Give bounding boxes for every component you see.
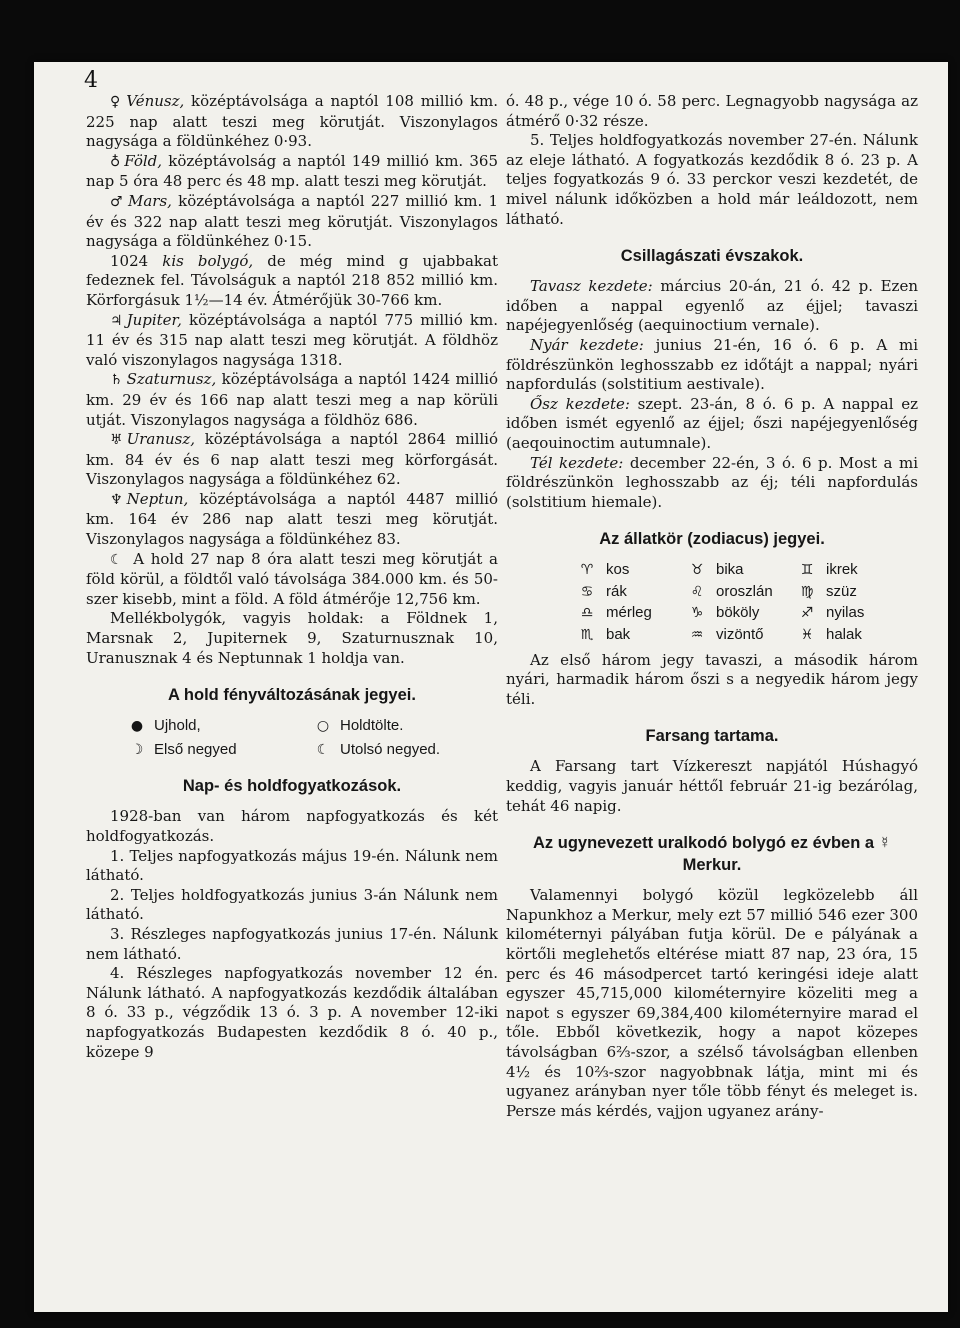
phase-item: ○ Holdtölte. [312,716,498,736]
full-moon-icon: ○ [316,718,330,735]
eclipse-item: 2. Teljes holdfogyatkozás junius 3-án Nálunk nem látható. [86,885,498,924]
zodiac-item: ♓ halak [796,625,906,645]
zodiac-item: ♍ szüz [796,582,906,602]
zodiac-item: ♌ oroszlán [686,582,796,602]
venus-paragraph: ♀ Vénusz, középtávolsága a naptól 108 millió km. 225 nap alatt teszi meg körutját. Viszonylagos nagysága a földünkéhez 0·93. [86,92,498,151]
aquarius-icon: ♒ [690,626,704,643]
minor-planets-paragraph: 1024 kis bolygó, de még mind g ujabbakat fedeznek fel. Távolságuk a naptól 218 852 millió km. Körforgásuk 1½—14 év. Átmérőjük 30-766 km. [86,251,498,309]
left-column [86,92,498,1062]
autumn-paragraph: Ősz kezdete: szept. 23-án, 8 ó. 6 p. A nappal ez időben ismét egyenlő az éjjel; őszi napéjegyenlőség (aeqouinoctim autumnale). [506,394,918,452]
eclipse-continuation: ó. 48 p., vége 10 ó. 58 perc. Legnagyobb nagysága az átmérő 0·32 része. [506,92,918,130]
eclipses-intro: 1928-ban van három napfogyatkozás és két holdfogyatkozás. [86,807,498,845]
eclipse-item: 1. Teljes napfogyatkozás május 19-én. Nálunk nem látható. [86,846,498,885]
ruling-planet-paragraph: Valamennyi bolygó közül legközelebb áll Napunkhoz a Merkur, mely ezt 57 millió 546 ezer 300 kilométernyi pályában futja körül. De e pályának a körtőli meglehetős eltérése miatt 87 nap, 23 óra, 15 perc és 46 másodpercet tartó keringési ideje alatt egyszer 45,715,000 kilométernyire közeliti meg a napot s egyszer 69,384,400 kilométernyire marad el tőle. Ebből következik, hogy a napot közepes távolságban 6⅔-szor, a szélső távolságban ellenben 4½ és 10⅔-szor nagyobbnak látja, mint mi és ugyanez arányban nyer tőle több fényt és meleget is. Persze más kérdés, vajjon ugyanez arány- [506,886,918,1120]
uranus-paragraph: ♅ Uranusz, középtávolsága a naptól 2864 millió km. 84 év és 6 nap alatt teszi meg körforgását. Viszonylagos nagysága a földünkéhez 62. [86,430,498,489]
zodiac-item: ♏ bak [576,625,686,645]
virgo-icon: ♍ [800,583,814,600]
zodiac-item: ♎ mérleg [576,603,686,623]
ruling-planet-heading: Az ugynevezett uralkodó bolygó ez évben a ☿ Merkur. [532,834,892,875]
eclipse-item: 3. Részleges napfogyatkozás junius 17-én. Nálunk nem látható. [86,924,498,963]
zodiac-item: ♐ nyilas [796,603,906,623]
eclipse-item: 4. Részleges napfogyatkozás november 12 én. Nálunk látható. A napfogyatkozás kezdődik általában 8 ó. 33 p., végződik 13 ó. 3 p. A november 12-iki napfogyatkozás Budapesten kezdődik 8 ó. 40 p., közepe 9 [86,964,498,1061]
earth-paragraph: ♁ Föld, középtávolság a naptól 149 millió km. 365 nap 5 óra 48 perc és 48 mp. alatt teszi meg körutját. [86,151,498,191]
moon-paragraph: ☾ A hold 27 nap 8 óra alatt teszi meg körutját a föld körül, a földtől való távolsága 384.000 km. és 50-szer kisebb, mint a föld. A föld átmérője 12,756 km. [86,549,498,608]
last-quarter-icon: ☾ [316,741,330,758]
carnival-heading: Farsang tartama. [645,727,779,746]
neptune-icon: ♆ [110,491,123,508]
new-moon-icon: ● [130,718,144,735]
libra-icon: ♎ [580,605,594,622]
zodiac-item: ♋ rák [576,582,686,602]
spring-paragraph: Tavasz kezdete: március 20-án, 21 ó. 42 p. Ezen időben a nappal egyenlő az éjjel; tavaszi napéjegyenlőség (aequinoctium vernale). [506,277,918,335]
phase-item: ☽ Első negyed [126,740,312,760]
zodiac-list [576,560,918,644]
zodiac-item: ♑ bököly [686,603,796,623]
right-column [506,92,918,1121]
mars-icon: ♂ [110,193,124,210]
moon-phases-list [126,716,498,759]
gemini-icon: ♊ [800,562,814,579]
eclipse-item: 5. Teljes holdfogyatkozás november 27-én. Nálunk az eleje látható. A fogyatkozás kezdődik 8 ó. 23 p. A teljes fogyatkozás 9 ó. 33 perckor veszi kezdetét, de mivel nálunk időközben a hold már leáldozott, nem látható. [506,131,918,228]
summer-paragraph: Nyár kezdete: junius 21-én, 16 ó. 6 p. A mi földrészünkön leghosszabb ez időtájt a nappal; nyári napfordulás (solstitium aestivale). [506,335,918,394]
capricorn-icon: ♑ [690,605,704,622]
jupiter-icon: ♃ [110,312,123,329]
saturn-paragraph: ♄ Szaturnusz, középtávolsága a naptól 1424 millió km. 29 év és 166 nap alatt teszi meg a nap körüli utját. Viszonylagos nagysága a földhöz 686. [86,370,498,429]
saturn-icon: ♄ [110,372,123,389]
scorpio-icon: ♏ [580,626,594,643]
satellites-paragraph: Mellékbolygók, vagyis holdak: a Földnek 1, Marsnak 2, Jupiternek 9, Szaturnusznak 10, Uranusznak 4 és Neptunnak 1 holdja van. [86,609,498,667]
page-number: 4 [84,68,98,93]
sagittarius-icon: ♐ [800,605,814,622]
phase-item: ● Ujhold, [126,716,312,736]
jupiter-paragraph: ♃ Jupiter, középtávolsága a naptól 775 millió km. 11 év és 315 nap alatt teszi meg körutját. A földhöz való viszonylagos nagysága 1318. [86,310,498,369]
moon-phases-heading: A hold fényváltozásának jegyei. [168,686,416,705]
cancer-icon: ♋ [580,583,594,600]
zodiac-heading: Az állatkör (zodiacus) jegyei. [599,530,825,549]
zodiac-item: ♊ ikrek [796,560,906,580]
seasons-heading: Csillagászati évszakok. [620,247,804,266]
uranus-icon: ♅ [110,432,123,449]
venus-icon: ♀ [110,94,123,110]
first-quarter-icon: ☽ [130,741,144,758]
zodiac-item: ♒ vizöntő [686,625,796,645]
winter-paragraph: Tél kezdete: december 22-én, 3 ó. 6 p. Most a mi földrészünkön leghosszabb az éj; téli napfordulás (solstitium hiemale). [506,453,918,511]
zodiac-item: ♉ bika [686,560,796,580]
neptune-paragraph: ♆ Neptun, középtávolsága a naptól 4487 millió km. 164 év 286 nap alatt teszi meg körutját. Viszonylagos nagysága a földünkéhez 83. [86,489,498,549]
carnival-paragraph: A Farsang tart Vízkereszt napjától Húshagyó keddig, vagyis január héttől február 21-ig bezárólag, tehát 46 napig. [506,757,918,815]
phase-item: ☾ Utolsó negyed. [312,740,498,760]
zodiac-paragraph: Az első három jegy tavaszi, a második három nyári, harmadik három őszi s a negyedik három jegy téli. [506,650,918,708]
taurus-icon: ♉ [690,562,704,579]
zodiac-item: ♈ kos [576,560,686,580]
earth-icon: ♁ [110,153,121,170]
pisces-icon: ♓ [800,626,814,643]
moon-icon: ☾ [110,551,123,568]
mars-paragraph: ♂ Mars, középtávolsága a naptól 227 millió km. 1 év és 322 nap alatt teszi meg körutját. Viszonylagos nagysága a földünkéhez 0·15. [86,191,498,251]
eclipses-heading: Nap- és holdfogyatkozások. [182,777,402,796]
leo-icon: ♌ [690,583,704,600]
aries-icon: ♈ [580,562,594,579]
